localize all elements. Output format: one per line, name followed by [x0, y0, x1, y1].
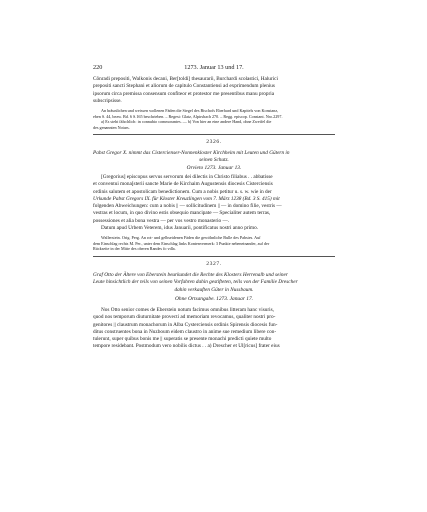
document-title	[93, 150, 335, 165]
text-line: Datum apud Urbem Veterem, idus Januarii, pontificatus nostri anno primo.	[101, 225, 259, 232]
section-divider	[93, 256, 335, 257]
text-line: prepositi sancti Stephani et aliorum de capitulo Constantiensi ad exprimendum plenius	[93, 83, 275, 90]
title-line: Graf Otto der Ältere von Eberstein beurkundet die Rechte des Klosters Herrenalb und seiner	[93, 272, 288, 278]
text-line: tulerunt, super quibus bonis me || superatis se presente monachi predicti quiete multo	[93, 336, 272, 343]
text-line: Urkunde Pabst Gregors IX. für Kloster Kreuzlingen vom 7. März 1238 (Bd. 3 S. 415) mit	[93, 195, 280, 202]
document-text	[93, 307, 335, 351]
text-line: et conventui mona[sterii sancte Marie de Kirchaim Augustensis diocesis Cisterciensis	[93, 181, 273, 188]
document-text	[93, 174, 335, 232]
running-header	[93, 64, 335, 74]
dateline: Ohne Ortsangabe. 1273. Januar 17.	[174, 296, 253, 302]
text-line: vestras et locum, in quo divino estis obsequio mancipate — Specialiter autem terras,	[93, 210, 271, 217]
title-line: Pabst Gregor X. nimmt das Cistercienser-Nonnenkloster Kirchheim mit Leuten und Gütern in	[93, 150, 290, 156]
footnote-line: dem Einschlag rechts M. Per., unter dem Einschlag links Kontenvermerk: 3 Punkte nebeneinander, auf der	[93, 240, 270, 246]
text-line: ordinis salutem et apostolicam benedictionem. Cum a nobis petitur u. s. w. wie in der	[93, 188, 272, 195]
previous-document-text	[93, 76, 335, 105]
footnote-line: a) Es steht fälschlich: in connubio commorantes. — b) Von hier an eine andere Hand, ohne Zweifel die	[101, 119, 272, 125]
previous-document-footnotes	[93, 108, 335, 130]
dateline: Orvieto 1273. Januar 13.	[186, 165, 242, 171]
running-title: 1273. Januar 13 und 17.	[184, 64, 244, 71]
text-line: Nos Otto senior comes de Eberstein notum facimus omnibus litteram hanc visuris,	[101, 307, 274, 313]
text-line: Cônradi prepositi, Walkonis decani, Ber[toldi] thesaurarii, Burchardi scolastici, Halurici	[93, 76, 278, 82]
text-line: possessiones et alia bona vestra — per vos vestro monasterio —.	[93, 217, 230, 224]
page-number: 220	[93, 64, 103, 71]
text-line: genitores || claustrum monachorum in Alba Cysterciensis ordinis Spirensis diocesis fun-	[93, 321, 278, 328]
text-line: subscripsisse.	[93, 97, 122, 104]
text-line: tempore residebant. Postmodum vero nobilis dictus . . a) Drescher et Ul[ricus] frater eius	[93, 343, 280, 350]
document-footnotes	[93, 235, 335, 252]
title-line: seinen Schutz.	[199, 157, 229, 164]
footnote-line: Wallerstein. Orig. Perg. An rot- und gelbseidenen Fäden die gewöhnliche Bulle des Pabstes. Auf	[101, 235, 261, 240]
title-line: Leute hinsichtlich der teils von seinen Vorfahren dahin gestifteten, teils von der Familie Drescher	[93, 279, 298, 286]
text-line: folgenden Abweichungen: cum a nobis || — sollicitudinem || — in domino filie, vestris —	[93, 203, 282, 210]
footnote-line: An brâunlichen und weissen wollenen Fäden die Siegel des Bischofs Eberhard und Kapitels von Konstanz,	[101, 108, 279, 113]
text-line: [Gregorius] episcopus servus servorum dei dilectis in Christo filiabus . . abbatisse	[101, 174, 273, 180]
footnote-line: Rückseite in der Mitte des oberen Randes fo vdla.	[93, 246, 176, 252]
footnote-line: des genannten Notars.	[93, 124, 130, 130]
text-line: ipsorum circa premissa consensum confiteor et protestor me presentibus manu propria	[93, 90, 275, 97]
document-number: 2327.	[206, 261, 222, 267]
document-title	[93, 272, 335, 294]
text-line: quod nos temporum diuturnitate provecti ad memoriam revocamus, qualiter nostri pro-	[93, 314, 276, 321]
text-line: ditus construentes bona in Nuzboum eidem claustro in anime sue remedium libere con-	[93, 328, 277, 335]
document-number: 2326.	[206, 139, 222, 145]
section-divider	[93, 134, 335, 135]
footnote-line: eben S. 44, bezw. Bd. 6 S.165 beschrieben. – Regest: Glatz, Alpirsbach 270. – Regg. episcop. Constant. Nro.2297.	[93, 113, 283, 119]
title-line: dahin verkauften Güter in Nussbaum.	[174, 286, 254, 293]
